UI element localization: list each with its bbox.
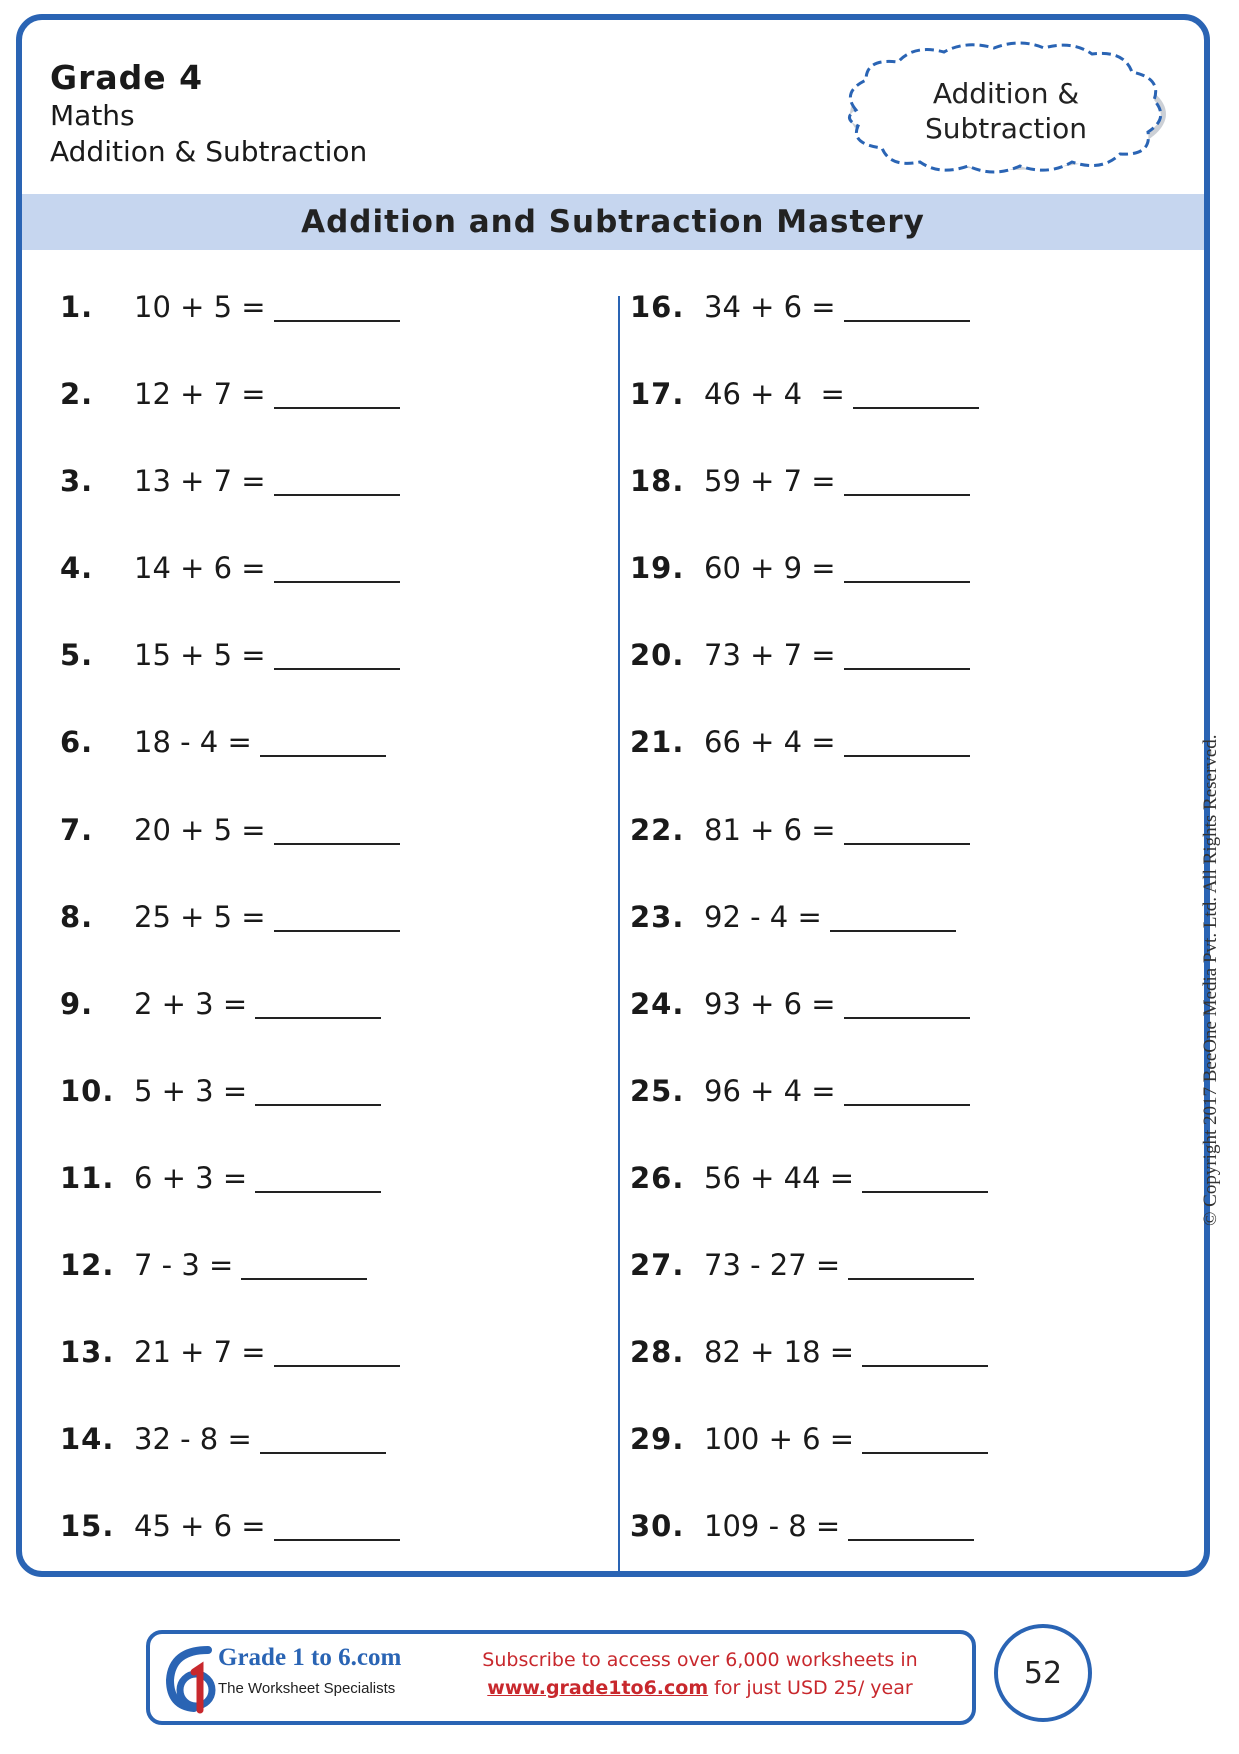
problem-item xyxy=(630,900,988,987)
problem-item xyxy=(60,725,400,812)
answer-blank[interactable] xyxy=(862,1335,988,1367)
subscribe-promo xyxy=(440,1646,960,1702)
answer-blank[interactable] xyxy=(255,987,381,1019)
answer-blank[interactable] xyxy=(844,813,970,845)
answer-blank[interactable] xyxy=(274,464,400,496)
cloud-badge xyxy=(836,76,1176,146)
promo-price: for just USD 25/ year xyxy=(708,1677,913,1699)
problem-expression: 21 + 7 = xyxy=(134,1335,266,1370)
page-number: 52 xyxy=(994,1624,1092,1722)
cloud-label-line1: Addition & xyxy=(932,77,1080,110)
problem-number: 30. xyxy=(630,1509,685,1544)
grade-label: Grade 4 xyxy=(50,58,204,97)
problem-item xyxy=(60,1509,400,1596)
topic-label: Addition & Subtraction xyxy=(50,135,368,168)
promo-line2 xyxy=(440,1674,960,1702)
problem-number: 2. xyxy=(60,377,94,412)
copyright-notice: © Copyright 2017 BeeOne Media Pvt. Ltd. All Rights Reserved. xyxy=(1200,734,1221,1226)
answer-blank[interactable] xyxy=(274,638,400,670)
problem-expression: 12 + 7 = xyxy=(134,377,266,412)
problem-item xyxy=(630,1248,988,1335)
answer-blank[interactable] xyxy=(862,1161,988,1193)
problem-item xyxy=(60,1422,400,1509)
column-divider xyxy=(618,296,620,1572)
promo-line1: Subscribe to access over 6,000 worksheets in xyxy=(482,1649,918,1671)
problem-item xyxy=(630,813,988,900)
problem-expression: 73 + 7 = xyxy=(704,638,836,673)
website-link[interactable]: www.grade1to6.com xyxy=(487,1677,709,1699)
problem-expression: 5 + 3 = xyxy=(134,1073,248,1108)
problem-expression: 6 + 3 = xyxy=(134,1160,248,1195)
problem-number: 14. xyxy=(60,1422,115,1457)
problem-item xyxy=(60,1335,400,1422)
problem-item xyxy=(630,290,988,377)
answer-blank[interactable] xyxy=(274,1335,400,1367)
problem-expression: 109 - 8 = xyxy=(704,1509,841,1544)
problem-number: 27. xyxy=(630,1248,685,1283)
problem-item xyxy=(60,1248,400,1335)
problems-left-column xyxy=(60,290,400,1596)
problem-number: 9. xyxy=(60,986,94,1021)
answer-blank[interactable] xyxy=(848,1248,974,1280)
problem-number: 6. xyxy=(60,725,94,760)
problem-number: 18. xyxy=(630,464,685,499)
problem-expression: 56 + 44 = xyxy=(704,1160,855,1195)
problem-expression: 93 + 6 = xyxy=(704,986,836,1021)
grade1to6-logo-icon xyxy=(164,1642,224,1714)
problem-number: 29. xyxy=(630,1422,685,1457)
problem-number: 24. xyxy=(630,986,685,1021)
problem-item xyxy=(60,638,400,725)
problem-expression: 34 + 6 = xyxy=(704,290,836,324)
problem-expression: 59 + 7 = xyxy=(704,464,836,499)
problem-number: 16. xyxy=(630,290,685,324)
problem-item xyxy=(60,1074,400,1161)
answer-blank[interactable] xyxy=(853,377,979,409)
problem-expression: 81 + 6 = xyxy=(704,812,836,847)
answer-blank[interactable] xyxy=(862,1422,988,1454)
answer-blank[interactable] xyxy=(274,1509,400,1541)
problem-expression: 96 + 4 = xyxy=(704,1073,836,1108)
answer-blank[interactable] xyxy=(844,1074,970,1106)
problem-expression: 20 + 5 = xyxy=(134,812,266,847)
problem-expression: 100 + 6 = xyxy=(704,1422,855,1457)
problem-expression: 2 + 3 = xyxy=(134,986,248,1021)
answer-blank[interactable] xyxy=(274,377,400,409)
answer-blank[interactable] xyxy=(274,290,400,322)
answer-blank[interactable] xyxy=(255,1074,381,1106)
problem-expression: 73 - 27 = xyxy=(704,1248,841,1283)
problem-item xyxy=(630,1161,988,1248)
problem-item xyxy=(60,813,400,900)
problem-number: 26. xyxy=(630,1160,685,1195)
answer-blank[interactable] xyxy=(848,1509,974,1541)
problem-number: 28. xyxy=(630,1335,685,1370)
problem-number: 11. xyxy=(60,1160,115,1195)
problem-expression: 7 - 3 = xyxy=(134,1248,234,1283)
problem-item xyxy=(60,900,400,987)
problem-item xyxy=(630,377,988,464)
problem-expression: 10 + 5 = xyxy=(134,290,266,324)
answer-blank[interactable] xyxy=(844,290,970,322)
problem-expression: 66 + 4 = xyxy=(704,725,836,760)
problem-expression: 13 + 7 = xyxy=(134,464,266,499)
answer-blank[interactable] xyxy=(844,638,970,670)
problem-number: 20. xyxy=(630,638,685,673)
problem-item xyxy=(630,638,988,725)
problem-expression: 92 - 4 = xyxy=(704,899,822,934)
answer-blank[interactable] xyxy=(844,551,970,583)
problem-expression: 82 + 18 = xyxy=(704,1335,855,1370)
problem-expression: 18 - 4 = xyxy=(134,725,252,760)
logo-tagline: The Worksheet Specialists xyxy=(218,1680,396,1697)
logo-name: Grade 1 to 6.com xyxy=(218,1644,402,1671)
problem-item xyxy=(60,464,400,551)
problem-number: 21. xyxy=(630,725,685,760)
problem-item xyxy=(630,725,988,812)
problem-expression: 46 + 4 = xyxy=(704,377,845,412)
problem-number: 23. xyxy=(630,899,685,934)
answer-blank[interactable] xyxy=(844,725,970,757)
subject-label: Maths xyxy=(50,99,135,132)
problem-number: 10. xyxy=(60,1073,115,1108)
problem-number: 5. xyxy=(60,638,94,673)
problem-item xyxy=(630,1335,988,1422)
problem-item xyxy=(630,1422,988,1509)
worksheet-header xyxy=(50,58,367,170)
problem-item xyxy=(60,987,400,1074)
problem-item xyxy=(60,551,400,638)
problem-number: 12. xyxy=(60,1248,115,1283)
problem-expression: 15 + 5 = xyxy=(134,638,266,673)
answer-blank[interactable] xyxy=(260,1422,386,1454)
problem-number: 1. xyxy=(60,290,94,324)
problem-number: 22. xyxy=(630,812,685,847)
answer-blank[interactable] xyxy=(830,900,956,932)
answer-blank[interactable] xyxy=(844,464,970,496)
problem-item xyxy=(630,987,988,1074)
problem-number: 4. xyxy=(60,551,94,586)
problem-number: 8. xyxy=(60,899,94,934)
answer-blank[interactable] xyxy=(274,551,400,583)
problem-expression: 14 + 6 = xyxy=(134,551,266,586)
problem-item xyxy=(630,1509,988,1596)
problem-expression: 45 + 6 = xyxy=(134,1509,266,1544)
problem-expression: 60 + 9 = xyxy=(704,551,836,586)
problem-item xyxy=(630,1074,988,1161)
answer-blank[interactable] xyxy=(241,1248,367,1280)
problem-number: 3. xyxy=(60,464,94,499)
problem-item xyxy=(630,551,988,638)
answer-blank[interactable] xyxy=(274,813,400,845)
problem-number: 13. xyxy=(60,1335,115,1370)
answer-blank[interactable] xyxy=(274,900,400,932)
answer-blank[interactable] xyxy=(255,1161,381,1193)
problem-number: 17. xyxy=(630,377,685,412)
cloud-label-line2: Subtraction xyxy=(925,112,1087,145)
problem-number: 25. xyxy=(630,1073,685,1108)
worksheet-title: Addition and Subtraction Mastery xyxy=(22,194,1204,250)
problem-number: 19. xyxy=(630,551,685,586)
footer-banner xyxy=(146,1630,976,1725)
problem-expression: 25 + 5 = xyxy=(134,899,266,934)
problems-right-column xyxy=(630,290,988,1596)
problem-item xyxy=(60,1161,400,1248)
problem-item xyxy=(60,377,400,464)
problem-item xyxy=(60,290,400,377)
answer-blank[interactable] xyxy=(844,987,970,1019)
problem-expression: 32 - 8 = xyxy=(134,1422,252,1457)
problem-number: 7. xyxy=(60,812,94,847)
problem-number: 15. xyxy=(60,1509,115,1544)
problem-item xyxy=(630,464,988,551)
answer-blank[interactable] xyxy=(260,725,386,757)
